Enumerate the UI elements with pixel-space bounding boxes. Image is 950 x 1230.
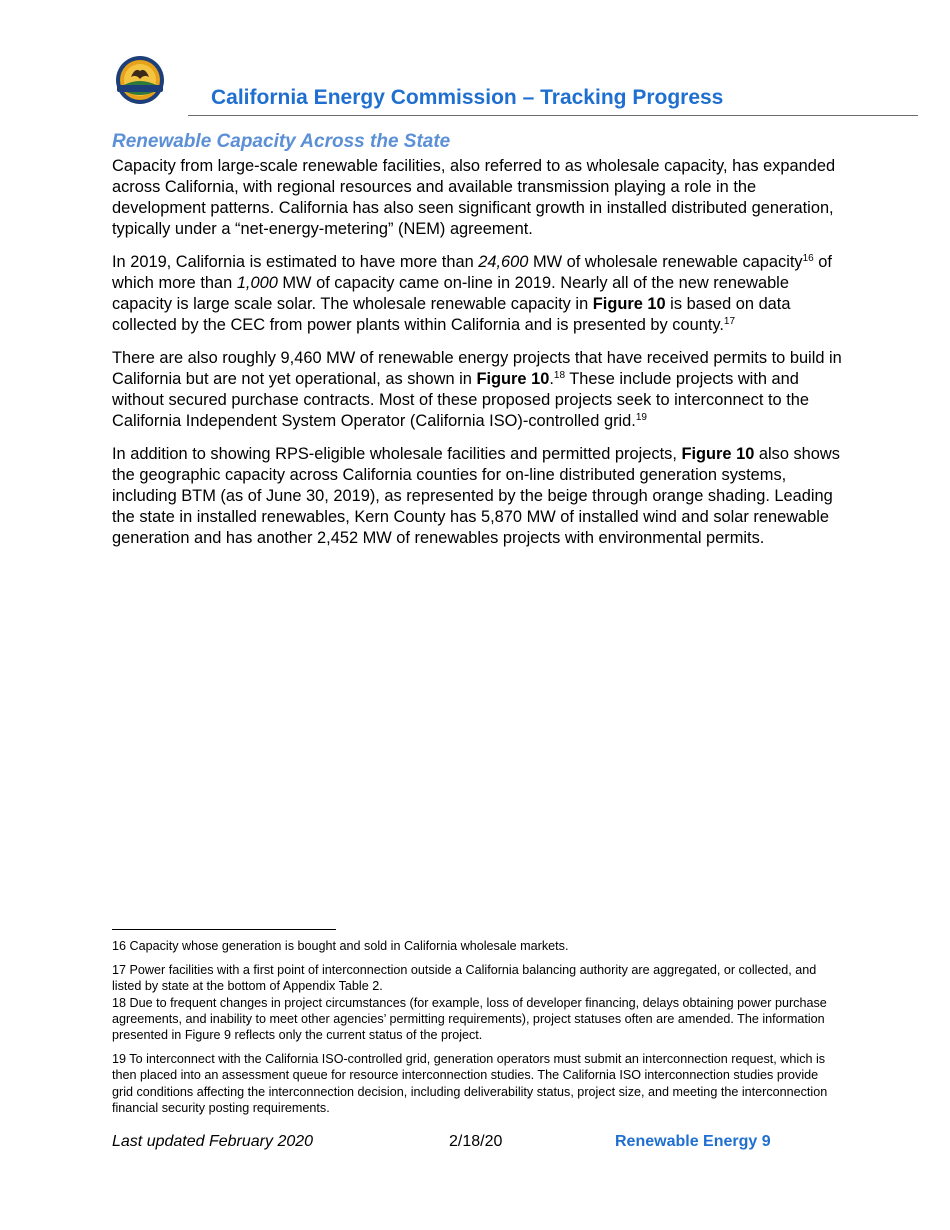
p4-text-a: In addition to showing RPS-eligible wholesale facilities and permitted projects,: [112, 445, 682, 463]
footnotes: [112, 938, 842, 1116]
footnote-text: Capacity whose generation is bought and sold in California wholesale markets.: [126, 939, 569, 953]
main-content: [112, 131, 842, 561]
page-header-title: [211, 86, 723, 110]
last-updated: Last updated February 2020: [112, 1133, 314, 1150]
p2-text-g: is based on data collected by the CEC from power plants within California and is presented by county.: [112, 295, 791, 334]
footnote-text: To interconnect with the California ISO-controlled grid, generation operators must submit an interconnection request, which is then placed into an assessment queue for resource interconnection studies. The California ISO interconnection studies provide grid conditions affecting the interconnection decision, including deliverability status, project size, and meeting the interconnection financial security posting requirements.: [112, 1052, 828, 1115]
figure-10-ref[interactable]: Figure 10: [681, 445, 755, 463]
footnote-ref-19[interactable]: 19: [635, 412, 647, 423]
p3-text-c: These include projects with and without secured purchase contracts. Most of these proposed projects seek to interconnect to the California Independent System Operator (California ISO)-controlled grid.: [112, 370, 809, 430]
footnote-ref-18[interactable]: 18: [553, 370, 566, 381]
p2-text-d: of which more than: [112, 253, 832, 292]
paragraph-4: [112, 444, 842, 549]
p2-text-c: MW of wholesale renewable capacity: [528, 253, 803, 271]
footnote-18: [112, 995, 842, 1044]
figure-10-ref[interactable]: Figure 10: [476, 370, 550, 388]
footnote-16: [112, 938, 842, 954]
p3-text-a: There are also roughly 9,460 MW of renewable energy projects that have received permits to build in California but are not yet operational, as shown in: [112, 349, 842, 388]
p4-text-b: also shows the geographic capacity across California counties for on-line distributed generation systems, including BTM (as of June 30, 2019), as represented by the beige through orange shading. Leading the state in installed renewables, Kern County has 5,870 MW of installed wind and solar renewable generation and has another 2,452 MW of renewables projects with environmental permits.: [112, 445, 840, 547]
cec-logo: [111, 55, 169, 105]
p2-value-1000: 1,000: [236, 274, 278, 292]
footnote-number: 16: [112, 939, 127, 953]
footnote-number: 19: [112, 1052, 127, 1067]
footnote-number: 18: [112, 995, 127, 1010]
footnote-17: [112, 962, 842, 994]
page-footer: [112, 1133, 842, 1155]
section-heading: Renewable Capacity Across the State: [112, 131, 451, 152]
p2-text-f: MW of capacity came on-line in 2019. Nearly all of the new renewable capacity is large scale solar. The wholesale renewable capacity in: [112, 274, 789, 313]
cec-seal-icon: [111, 55, 169, 105]
footnote-text: Due to frequent changes in project circumstances (for example, loss of developer financing, delays obtaining power purchase agreements, and inability to meet other agencies’ permitting requirements), project statuses often are amended. The information presented in Figure 9 reflects only the current status of the project.: [112, 995, 827, 1043]
footnote-number: 17: [112, 963, 127, 978]
header-dash: –: [522, 86, 535, 109]
footnote-19: [112, 1051, 842, 1116]
paragraph-2: [112, 252, 842, 336]
paragraph-3: [112, 348, 842, 432]
header-subtitle: Tracking Progress: [540, 86, 724, 109]
header-org: California Energy Commission: [211, 86, 517, 109]
footnote-ref-16[interactable]: 16: [802, 253, 814, 264]
footnote-text: Power facilities with a first point of interconnection outside a California balancing authority are aggregated, or collected, and listed by state at the bottom of Appendix Table 2.: [112, 963, 817, 994]
p2-value-24600: 24,600: [478, 253, 529, 271]
p3-text-b: .: [549, 370, 554, 388]
paragraph-1: Capacity from large-scale renewable facilities, also referred to as wholesale capacity, has expanded across California, with regional resources and available transmission playing a role in the development patterns. California has also seen significant growth in installed distributed generation, typically under a “net-energy-metering” (NEM) agreement.: [112, 157, 836, 238]
header-rule: [188, 115, 918, 116]
footer-date: 2/18/20: [449, 1133, 503, 1150]
p2-text-a: In 2019, California is estimated to have more than: [112, 253, 479, 271]
figure-10-ref[interactable]: Figure 10: [592, 295, 666, 313]
footnote-ref-17[interactable]: 17: [723, 316, 736, 327]
footnote-separator: [112, 929, 336, 930]
page-number-label: Renewable Energy 9: [615, 1133, 771, 1150]
